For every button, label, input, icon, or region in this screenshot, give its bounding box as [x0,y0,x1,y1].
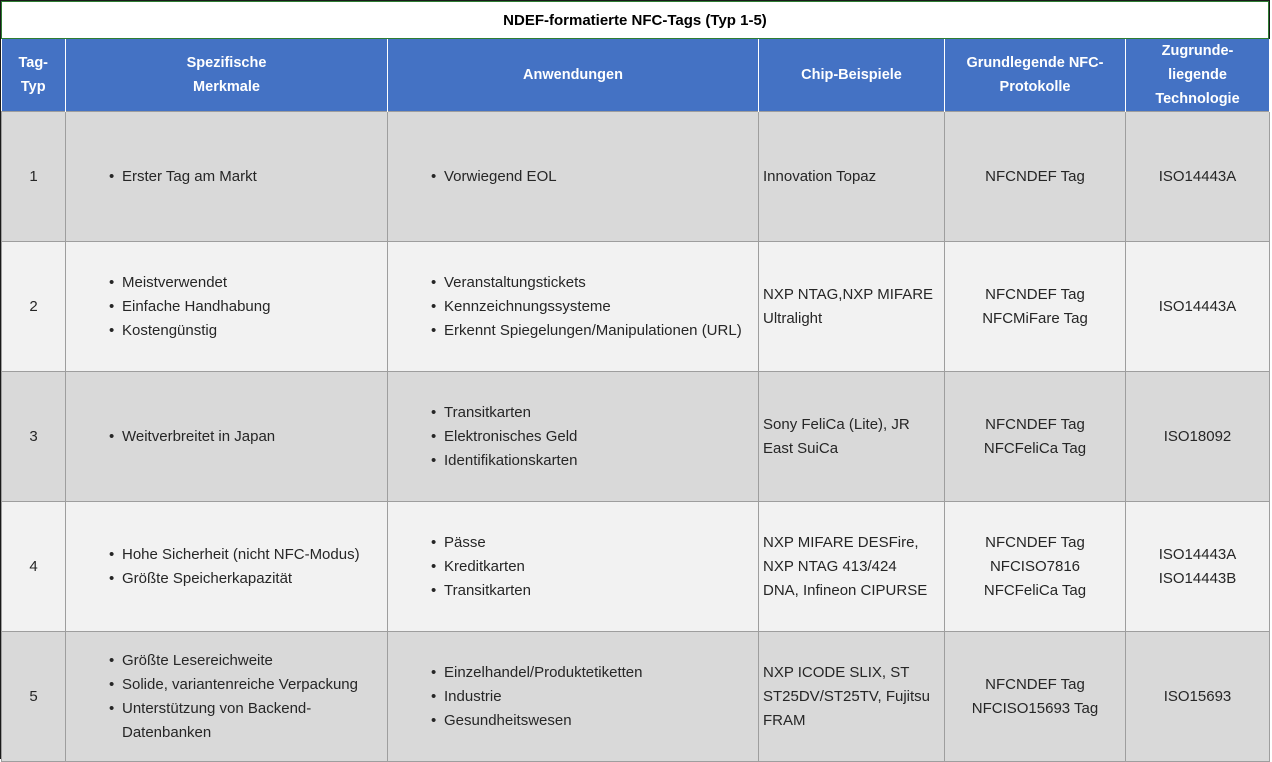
header-line: Protokolle [999,79,1071,95]
header-row [2,39,1270,112]
list-item-text: Einfache Handhabung [122,297,271,315]
bullet-icon: • [109,167,115,185]
list-item-text: Kreditkarten [444,557,525,575]
cell-tag-type: 5 [2,632,66,762]
list-item [109,271,381,295]
list-item [431,531,752,555]
header-line: liegende [1168,67,1227,83]
list-item [431,579,752,603]
list-item-text: Transitkarten [444,581,531,599]
cell-tag-type: 3 [2,372,66,502]
bullet-icon: • [109,651,115,669]
list-item-text: Meistverwendet [122,273,228,291]
cell-technology [1126,112,1270,242]
cell-tag-type: 4 [2,502,66,632]
list-item [109,673,381,697]
cell-technology [1126,242,1270,372]
header-line: Technologie [1155,91,1240,107]
cell-features [66,502,388,632]
cell-line: Sony FeliCa (Lite), JR [763,415,910,433]
cell-chip-examples [759,112,945,242]
list-item-text: Identifikationskarten [444,451,578,469]
list-item [431,401,752,425]
cell-line: ISO14443B [1158,569,1237,587]
header-line: Tag- [18,55,49,71]
header-applications [388,39,759,112]
cell-features [66,112,388,242]
list-item [431,449,752,473]
list-item [431,685,752,709]
list-item-text: Unterstützung von Backend-Datenbanken [122,699,312,741]
bullet-icon: • [109,273,115,291]
list-item-text: Kennzeichnungssysteme [444,297,611,315]
table-row [2,242,1270,372]
list-item [431,295,752,319]
nfc-tags-table [1,39,1270,762]
list-item [109,295,381,319]
cell-protocols [945,372,1126,502]
list-item-text: Pässe [444,533,486,551]
bullet-icon: • [431,451,437,469]
cell-applications [388,632,759,762]
list-item [431,661,752,685]
cell-line: Innovation Topaz [763,167,877,185]
header-tag-type [2,39,66,112]
list-item-text: Größte Lesereichweite [122,651,273,669]
list-item [109,543,381,567]
list-item-text: Industrie [444,687,502,705]
header-line: Spezifische [186,55,267,71]
cell-line: NXP ICODE SLIX, ST [763,663,910,681]
cell-line: DNA, Infineon CIPURSE [763,581,928,599]
cell-line: NXP NTAG 413/424 [763,557,897,575]
header-line: Merkmale [193,79,260,95]
cell-chip-examples [759,632,945,762]
cell-protocols [945,112,1126,242]
cell-line: ISO14443A [1158,297,1237,315]
table-row [2,502,1270,632]
bullet-icon: • [109,321,115,339]
cell-protocols [945,632,1126,762]
header-line: Typ [20,79,46,95]
list-item [431,425,752,449]
bullet-icon: • [431,321,437,339]
cell-chip-examples [759,242,945,372]
cell-applications [388,372,759,502]
cell-line: Ultralight [763,309,823,327]
list-item [109,697,381,745]
list-item [109,319,381,343]
cell-line: NFCNDEF Tag [985,675,1085,693]
header-line: Grundlegende NFC- [966,55,1104,71]
bullet-icon: • [431,557,437,575]
list-item-text: Elektronisches Geld [444,427,578,445]
bullet-icon: • [431,687,437,705]
cell-line: NXP MIFARE DESFire, [763,533,919,551]
cell-tag-type: 1 [2,112,66,242]
list-item [431,319,752,343]
cell-line: ISO14443A [1158,545,1237,563]
bullet-icon: • [431,167,437,185]
bullet-icon: • [109,297,115,315]
cell-chip-examples [759,502,945,632]
bullet-icon: • [109,545,115,563]
cell-applications [388,242,759,372]
cell-line: East SuiCa [763,439,839,457]
list-item-text: Größte Speicherkapazität [122,569,293,587]
cell-line: ISO15693 [1163,687,1232,705]
cell-line: NFCISO7816 [989,557,1081,575]
cell-chip-examples [759,372,945,502]
list-item-text: Einzelhandel/Produktetiketten [444,663,643,681]
list-item-text: Hohe Sicherheit (nicht NFC-Modus) [122,545,360,563]
bullet-icon: • [431,711,437,729]
header-technology [1126,39,1270,112]
cell-line: FRAM [763,711,806,729]
cell-tag-type: 2 [2,242,66,372]
cell-line: NFCFeliCa Tag [983,439,1087,457]
table-title: NDEF-formatierte NFC-Tags (Typ 1-5) [1,1,1269,39]
bullet-icon: • [431,663,437,681]
header-line: Chip-Beispiele [801,67,902,83]
bullet-icon: • [431,581,437,599]
list-item-text: Erkennt Spiegelungen/Manipulationen (URL) [444,321,742,339]
cell-line: ISO14443A [1158,167,1237,185]
list-item-text: Solide, variantenreiche Verpackung [122,675,358,693]
cell-features [66,632,388,762]
bullet-icon: • [431,427,437,445]
bullet-icon: • [109,675,115,693]
list-item [109,567,381,591]
header-features [66,39,388,112]
cell-line: NFCNDEF Tag [985,167,1085,185]
cell-features [66,242,388,372]
list-item-text: Gesundheitswesen [444,711,572,729]
table-row [2,372,1270,502]
list-item-text: Vorwiegend EOL [444,167,557,185]
list-item-text: Kostengünstig [122,321,218,339]
header-line: Anwendungen [523,67,623,83]
list-item [431,165,752,189]
cell-line: NFCNDEF Tag [985,285,1085,303]
cell-line: NFCNDEF Tag [985,415,1085,433]
cell-line: ST25DV/ST25TV, Fujitsu [763,687,931,705]
list-item [109,425,381,449]
bullet-icon: • [109,427,115,445]
cell-technology [1126,502,1270,632]
list-item [431,271,752,295]
list-item-text: Erster Tag am Markt [122,167,257,185]
cell-technology [1126,632,1270,762]
bullet-icon: • [109,569,115,587]
table-row [2,632,1270,762]
header-chip-examples [759,39,945,112]
list-item [109,649,381,673]
cell-line: NFCMiFare Tag [982,309,1088,327]
cell-line: NXP NTAG,NXP MIFARE [763,285,934,303]
list-item-text: Veranstaltungstickets [444,273,586,291]
bullet-icon: • [431,403,437,421]
cell-line: NFCFeliCa Tag [983,581,1087,599]
bullet-icon: • [431,273,437,291]
list-item [109,165,381,189]
cell-line: NFCISO15693 Tag [971,699,1099,717]
cell-protocols [945,502,1126,632]
header-line: Zugrunde- [1161,43,1234,59]
bullet-icon: • [109,699,115,717]
list-item [431,709,752,733]
cell-features [66,372,388,502]
cell-applications [388,112,759,242]
list-item-text: Transitkarten [444,403,531,421]
list-item [431,555,752,579]
bullet-icon: • [431,533,437,551]
cell-line: ISO18092 [1163,427,1232,445]
bullet-icon: • [431,297,437,315]
list-item-text: Weitverbreitet in Japan [122,427,276,445]
table-row [2,112,1270,242]
cell-line: NFCNDEF Tag [985,533,1085,551]
cell-protocols [945,242,1126,372]
cell-applications [388,502,759,632]
header-protocols [945,39,1126,112]
cell-technology [1126,372,1270,502]
